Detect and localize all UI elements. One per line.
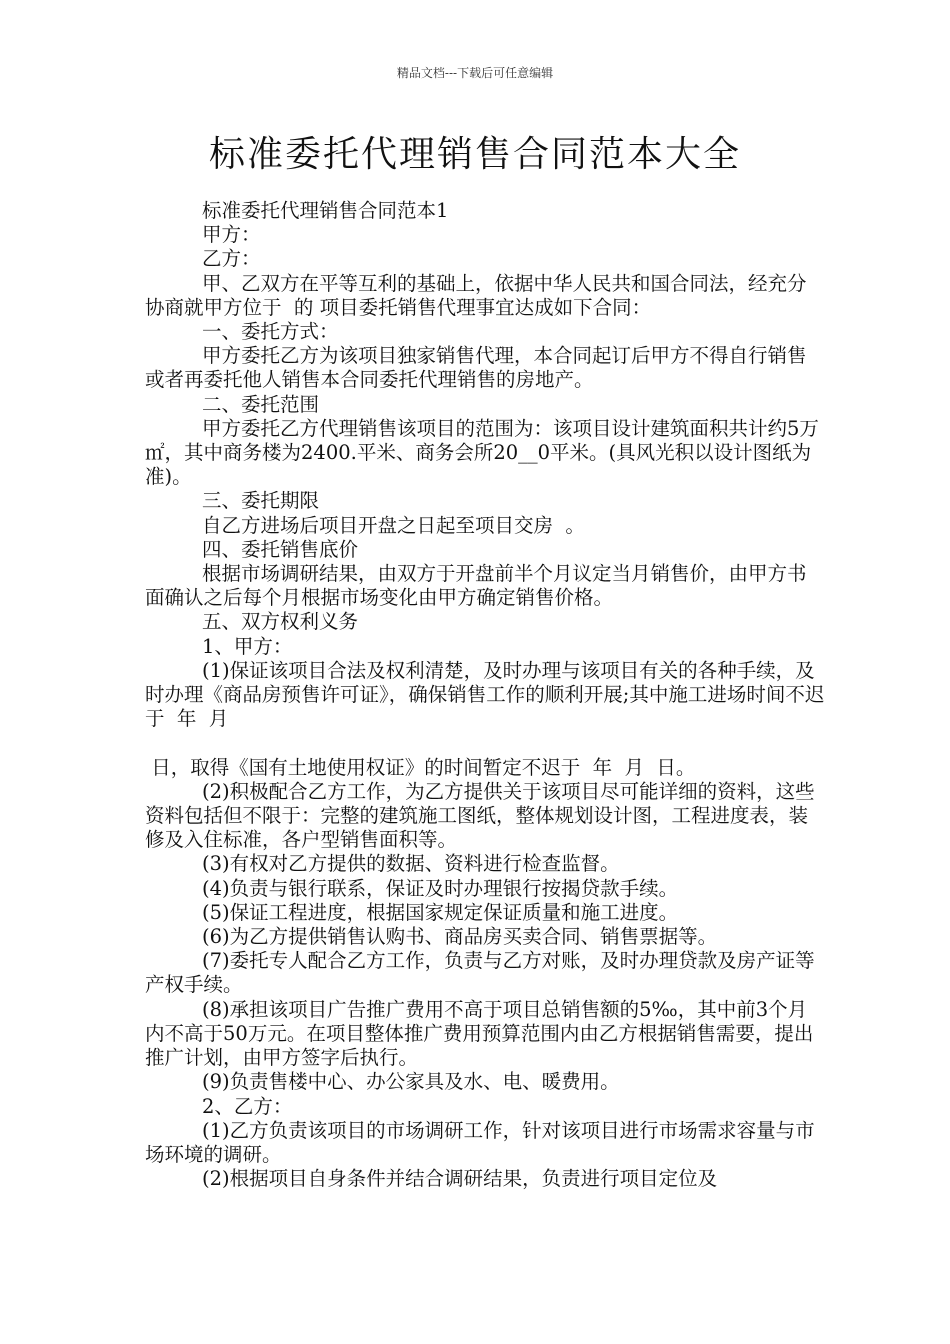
paragraph: (1)乙方负责该项目的市场调研工作，针对该项目进行市场需求容量与市场环境的调研。 [145, 1118, 815, 1166]
blank-line [145, 731, 825, 755]
paragraph: 二、委托范围 [202, 392, 320, 416]
document-title: 标准委托代理销售合同范本大全 [208, 134, 741, 175]
paragraph: (2)积极配合乙方工作，为乙方提供关于该项目尽可能详细的资料，这些资料包括但不限于：完整的建筑施工图纸，整体规划设计图，工程进度表，装修及入住标准，各户型销售面积等。 [145, 779, 815, 852]
paragraph: 甲方委托乙方代理销售该项目的范围为：该项目设计建筑面积共计约5万㎡，其中商务楼为2400.平米、商务会所20__0平米。(具风光积以设计图纸为准)。 [145, 416, 819, 489]
paragraph: 甲方： [202, 223, 261, 247]
paragraph: (5)保证工程进度，根据国家规定保证质量和施工进度。 [202, 900, 679, 924]
paragraph: (1)保证该项目合法及权利清楚，及时办理与该项目有关的各种手续，及时办理《商品房预售许可证》，确保销售工作的顺利开展;其中施工进场时间不迟于 年 月 [145, 658, 825, 731]
paragraph: 甲方委托乙方为该项目独家销售代理，本合同起订后甲方不得自行销售或者再委托他人销售本合同委托代理销售的房地产。 [145, 344, 807, 392]
paragraph: 四、委托销售底价 [202, 537, 359, 561]
contract-body [145, 199, 825, 1191]
paragraph: 三、委托期限 [202, 489, 320, 513]
paragraph: (6)为乙方提供销售认购书、商品房买卖合同、销售票据等。 [202, 925, 718, 949]
paragraph: (2)根据项目自身条件并结合调研结果，负责进行项目定位及 [202, 1167, 718, 1191]
paragraph: 甲、乙双方在平等互利的基础上，依据中华人民共和国合同法，经充分协商就甲方位于 的 项目委托销售代理事宜达成如下合同： [145, 271, 807, 319]
paragraph: (3)有权对乙方提供的数据、资料进行检查监督。 [202, 852, 620, 876]
paragraph: 一、委托方式： [202, 320, 339, 344]
paragraph: 2、乙方： [202, 1094, 293, 1118]
paragraph: (8)承担该项目广告推广费用不高于项目总销售额的5‰，其中前3个月内不高于50万元。在项目整体推广费用预算范围内由乙方根据销售需要，提出推广计划，由甲方签字后执行。 [145, 997, 814, 1070]
paragraph: 日，取得《国有土地使用权证》的时间暂定不迟于 年 月 日。 [145, 755, 696, 779]
paragraph: (4)负责与银行联系，保证及时办理银行按揭贷款手续。 [202, 876, 679, 900]
paragraph: 五、双方权利义务 [202, 610, 359, 634]
paragraph: 标准委托代理销售合同范本1 [202, 199, 449, 222]
paragraph: (7)委托专人配合乙方工作，负责与乙方对账，及时办理贷款及房产证等产权手续。 [145, 949, 815, 997]
paragraph: 自乙方进场后项目开盘之日起至项目交房 。 [202, 513, 585, 537]
header-note: 精品文档---下载后可任意编辑 [396, 66, 554, 80]
paragraph: 乙方： [202, 247, 261, 271]
paragraph: 根据市场调研结果，由双方于开盘前半个月议定当月销售价，由甲方书面确认之后每个月根据市场变化由甲方确定销售价格。 [145, 562, 807, 610]
paragraph: (9)负责售楼中心、办公家具及水、电、暖费用。 [202, 1070, 620, 1094]
paragraph: 1、甲方： [202, 634, 293, 658]
